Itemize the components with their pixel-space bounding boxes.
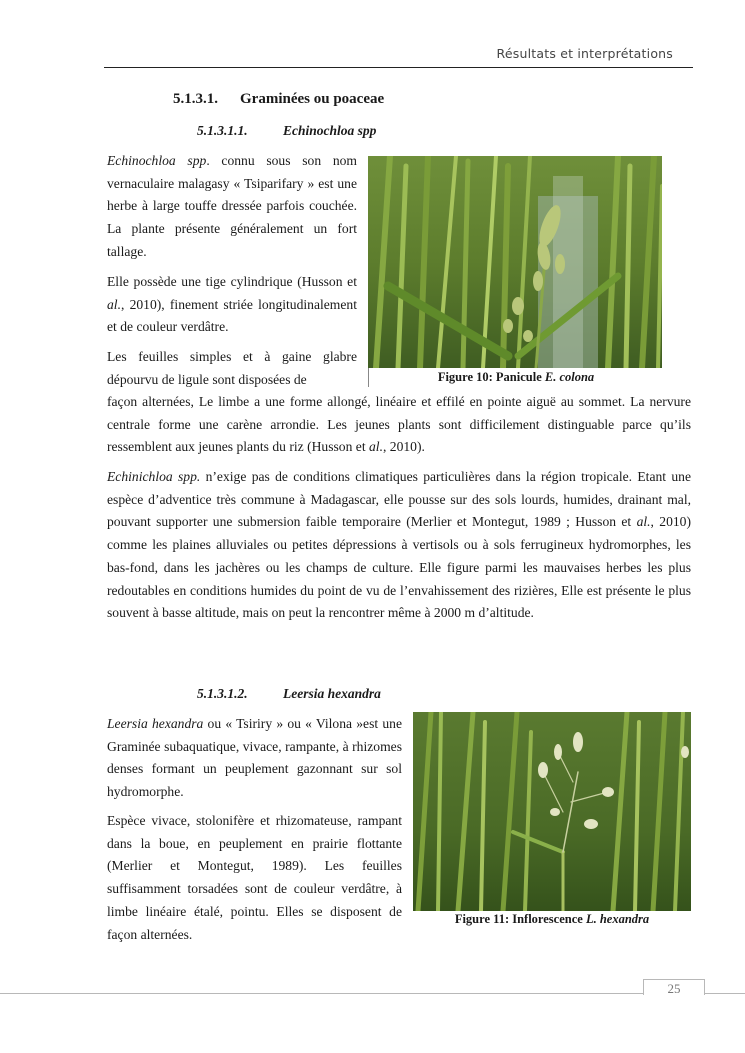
et-al: al. xyxy=(636,514,651,530)
paragraph-leersia-2 xyxy=(107,810,402,946)
section-title: Graminées ou poaceae xyxy=(240,91,385,107)
paragraph-echinochloa-2 xyxy=(107,271,357,339)
figure-11-photo xyxy=(413,712,691,911)
subsection-title: Leersia hexandra xyxy=(283,686,381,701)
figure-10-photo xyxy=(368,156,662,368)
subsection-number: 5.1.3.1.1. xyxy=(197,123,248,138)
species-name: Echinochloa spp xyxy=(107,153,207,168)
et-al: al. xyxy=(369,439,383,455)
subsection-heading-leersia xyxy=(197,686,381,702)
subsection-number: 5.1.3.1.2. xyxy=(197,686,248,701)
footer-rule xyxy=(0,993,745,994)
leersia-inflorescence-image xyxy=(413,712,691,911)
figure-10-frame xyxy=(368,368,369,387)
caption-species: E. colona xyxy=(544,370,595,384)
species-name: Leersia hexandra xyxy=(107,716,204,731)
header-rule xyxy=(104,67,693,68)
paragraph-text: , 2010) comme les plaines alluviales ou petites dépressions à vertisols ou à sols ferrugineux hydromorphes, les bas-fond, dans les jachères ou les champs de culture. Elle figure parmi les mauvaises herbes les plus redoutables en conditions humides du point de vu de l’envahissement des rizières, Elle est présente le plus souvent à basse altitude, mais on peut la rencontrer même à 2000 m d’altitude. xyxy=(107,514,691,621)
paragraph-text: , 2010), finement striée longitudinalement et de couleur verdâtre. xyxy=(107,296,357,335)
paragraph-leersia-1 xyxy=(107,713,402,804)
figure-11-caption xyxy=(413,912,691,927)
paragraph-text: . connu sous son nom vernaculaire malagasy « Tsiparifary » est une herbe à large touffe dressée parfois couchée. La plante présente généralement un fort tallage. xyxy=(107,153,357,259)
paragraph-echinochloa-4 xyxy=(107,466,691,625)
paragraph-echinochloa-3b xyxy=(107,391,691,459)
page-number: 25 xyxy=(667,981,681,996)
et-al: al. xyxy=(107,296,121,312)
paragraph-text: Elle possède une tige cylindrique (Husson et xyxy=(107,274,357,289)
paragraph-text: Espèce vivace, stolonifère et rhizomateuse, rampant dans la boue, en peuplement en prairie flottante (Merlier et Montegut, 1989). Les feuilles suffisamment torsadées sont de couleur verdâtre, à limbe linéaire étalé, pointu. Elles se disposent de façon alternées. xyxy=(107,813,402,942)
running-header: Résultats et interprétations xyxy=(496,46,673,61)
subsection-heading-echinochloa xyxy=(197,123,376,139)
paragraph-echinochloa-1 xyxy=(107,150,357,264)
paragraph-text: n’exige pas de conditions climatiques particulières dans la région tropicale. Etant une espèce d’adventice très commune à Madagascar, elle pousse sur des sols lourds, humides, drainant mal, pouvant supporter une submersion faible temporaire (Merlier et Montegut, 1989 ; Husson et xyxy=(107,469,691,530)
subsection-title: Echinochloa spp xyxy=(283,123,377,138)
paragraph-text: façon alternées, Le limbe a une forme allongé, linéaire et effilé en pointe aiguë au sommet. La nervure centrale forme une carène arrondie. Les jeunes plants sont difficilement distinguable parce qu’ils ressemblent aux jeunes plants du riz (Husson et xyxy=(107,394,691,455)
section-number: 5.1.3.1. xyxy=(173,91,218,107)
figure-10-caption xyxy=(370,370,662,385)
section-heading xyxy=(173,91,384,108)
paragraph-text: Les feuilles simples et à gaine glabre dépourvu de ligule sont disposées de xyxy=(107,349,357,387)
caption-prefix: Figure 11: Inflorescence xyxy=(454,912,586,926)
paragraph-echinochloa-3a xyxy=(107,346,357,391)
paragraph-text: , 2010). xyxy=(382,439,425,455)
caption-species: L. hexandra xyxy=(585,912,650,926)
caption-prefix: Figure 10: Panicule xyxy=(437,370,545,384)
paragraph-text: ou « Tsiriry » ou « Vilona »est une Graminée subaquatique, vivace, rampante, à rhizomes denses formant un peuplement gazonnant sur sol hydromorphe. xyxy=(107,716,402,800)
species-name: Echinichloa spp. xyxy=(107,469,201,484)
echinochloa-panicle-image xyxy=(368,156,662,368)
